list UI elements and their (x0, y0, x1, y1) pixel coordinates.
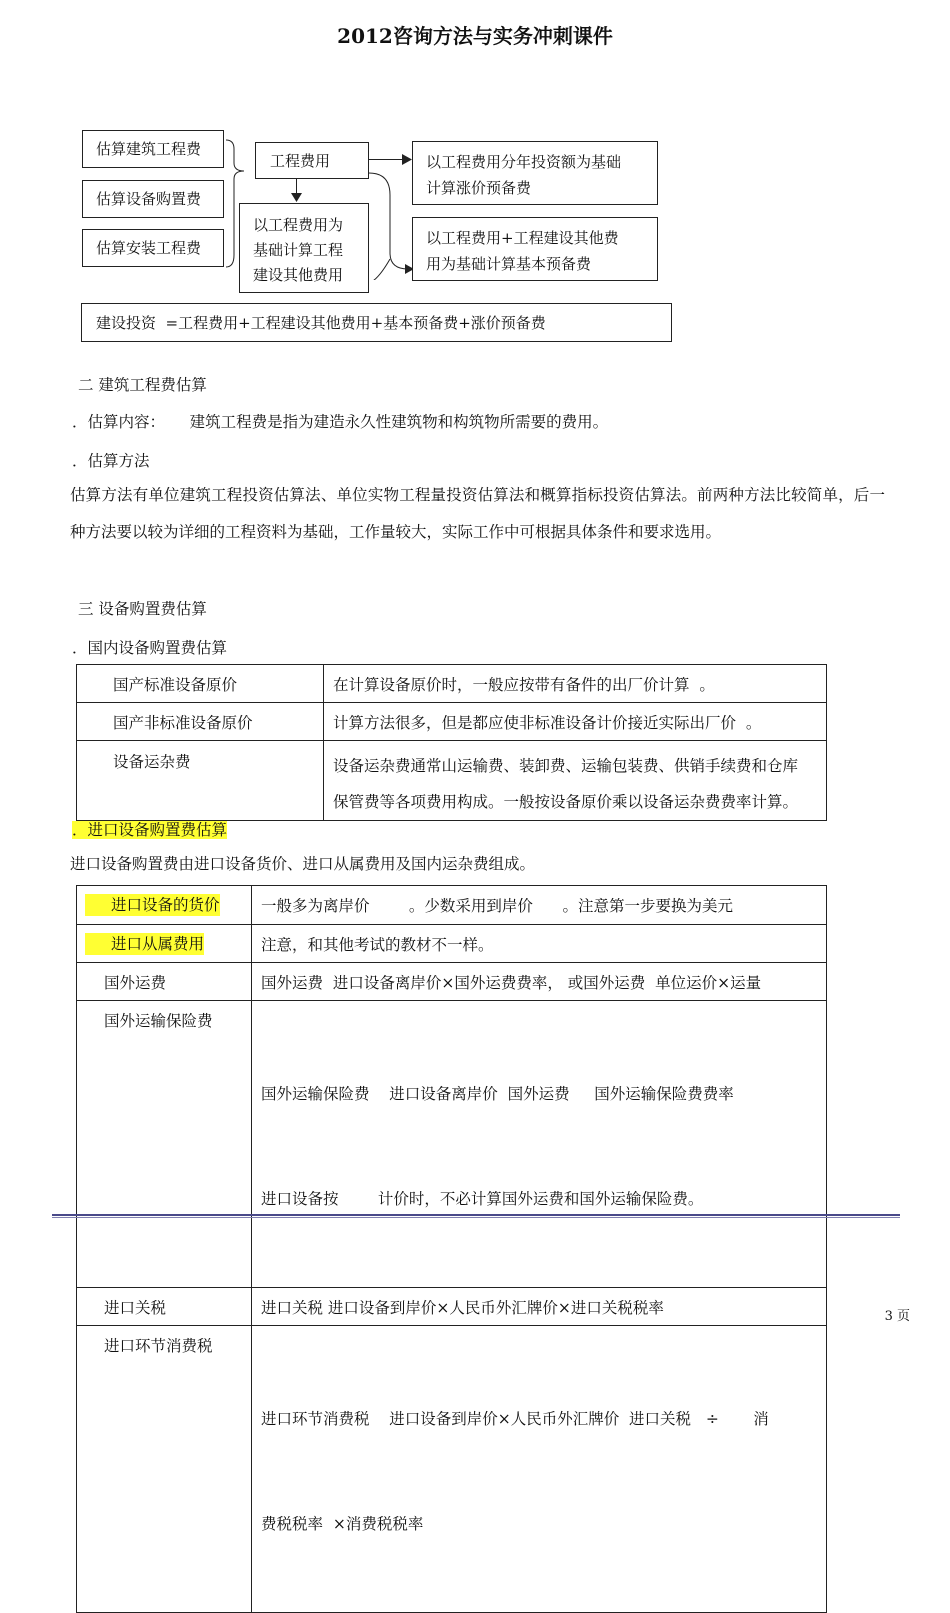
table-row (77, 1326, 827, 1613)
row-desc: 国外运输保险费 进口设备离岸价 国外运费 国外运输保险费费率 进口设备按 计价时，不必计算国外运费和国外运输保险费。 (252, 1001, 827, 1288)
row-label: 设备运杂费 (77, 741, 324, 821)
footer-rule (52, 1214, 900, 1216)
row-label: 国产标准设备原价 (77, 665, 324, 703)
estimate-content-line: ．估算内容： 建筑工程费是指为建造永久性建筑物和构筑物所需要的费用。 (72, 413, 609, 431)
page-title: 2012咨询方法与实务冲刺课件 (337, 24, 613, 48)
table-row (77, 963, 827, 1001)
table-row (77, 741, 827, 821)
domestic-heading: ．国内设备购置费估算 (72, 639, 228, 657)
estimate-method-heading: ．估算方法 (72, 452, 150, 470)
row-label: 进口从属费用 (77, 925, 252, 963)
row-desc: 进口关税 进口设备到岸价×人民币外汇牌价×进口关税税率 (252, 1288, 827, 1326)
row-desc: 注意，和其他考试的教材不一样。 (252, 925, 827, 963)
row-desc: 计算方法很多，但是都应使非标准设备计价接近实际出厂价 。 (324, 703, 827, 741)
table-row (77, 886, 827, 925)
row-label: 国产非标准设备原价 (77, 703, 324, 741)
box-other-cost: 以工程费用为 基础计算工程 建设其他费用 (239, 203, 369, 293)
section3-heading: 三 设备购置费估算 (78, 600, 207, 618)
table-row (77, 703, 827, 741)
table-row (77, 925, 827, 963)
table-row (77, 665, 827, 703)
row-label: 进口环节消费税 (77, 1326, 252, 1613)
estimate-method-paragraph: 估算方法有单位建筑工程投资估算法、单位实物工程量投资估算法和概算指标投资估算法。前两种方法比较简单，后一种方法要以较为详细的工程资料为基础，工作量较大，实际工作中可根据具体条件和要求选用。 (70, 486, 885, 541)
table-row (77, 1288, 827, 1326)
box-engineering-cost: 工程费用 (255, 142, 369, 179)
row-desc: 国外运费 进口设备离岸价×国外运费费率， 或国外运费 单位运价×运量 (252, 963, 827, 1001)
box-formula: 建设投资 =工程费用+工程建设其他费用+基本预备费+涨价预备费 (81, 303, 672, 342)
row-desc: 在计算设备原价时，一般应按带有备件的出厂价计算 。 (324, 665, 827, 703)
domestic-equipment-table (76, 664, 827, 821)
row-label: 国外运费 (77, 963, 252, 1001)
box-building-cost: 估算建筑工程费 (82, 130, 224, 168)
box-price-reserve: 以工程费用分年投资额为基础 计算涨价预备费 (412, 141, 658, 205)
section2-heading: 二 建筑工程费估算 (78, 376, 207, 394)
row-desc: 设备运杂费通常山运输费、装卸费、运输包装费、供销手续费和仓库 保管费等各项费用构成。一般按设备原价乘以设备运杂费费率计算。 (324, 741, 827, 821)
table-row (77, 1001, 827, 1288)
footer-rule-thin (52, 1217, 900, 1218)
arrow-down-icon (291, 193, 302, 203)
row-desc: 一般多为离岸价 。少数采用到岸价 。注意第一步要换为美元 (252, 886, 827, 925)
import-intro: 进口设备购置费由进口设备货价、进口从属费用及国内运杂费组成。 (70, 855, 536, 873)
row-desc: 进口环节消费税 进口设备到岸价×人民币外汇牌价 进口关税 ÷ 消 费税税率 ×消费税税率 (252, 1326, 827, 1613)
curved-connector (368, 155, 418, 280)
page-number: 3 页 (884, 1309, 910, 1324)
import-equipment-table (76, 885, 827, 1613)
box-installation-cost: 估算安装工程费 (82, 229, 224, 267)
row-label: 进口关税 (77, 1288, 252, 1326)
import-heading: ．进口设备购置费估算 (72, 821, 228, 839)
box-basic-reserve: 以工程费用+工程建设其他费 用为基础计算基本预备费 (412, 217, 658, 281)
row-label: 国外运输保险费 (77, 1001, 252, 1288)
row-label: 进口设备的货价 (77, 886, 252, 925)
box-equipment-cost: 估算设备购置费 (82, 180, 224, 218)
